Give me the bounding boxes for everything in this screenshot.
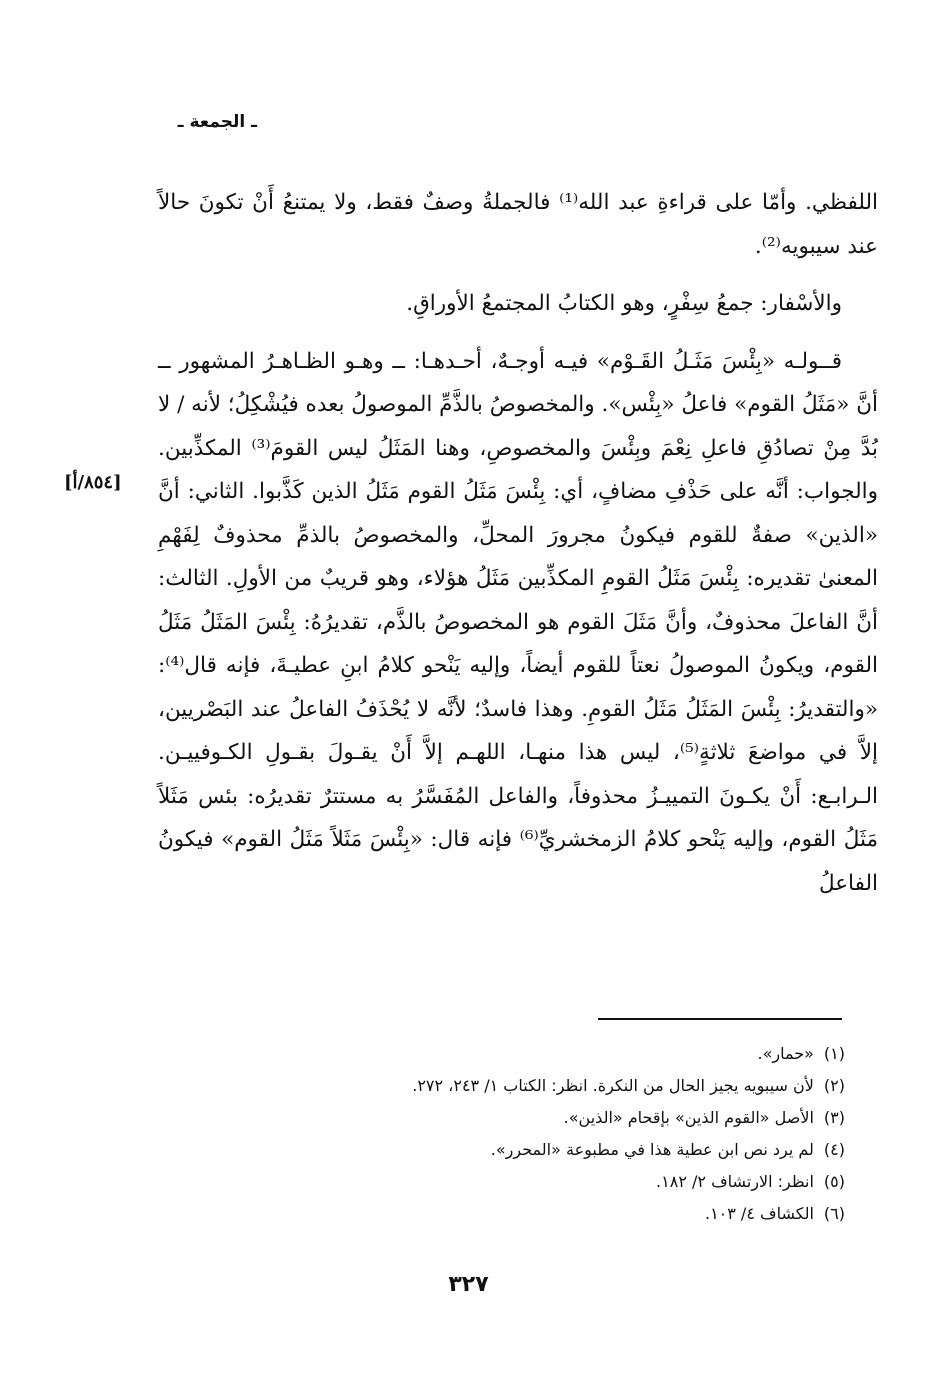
footnote-6 xyxy=(145,1198,845,1230)
footnote-3 xyxy=(145,1102,845,1134)
footnote-number: (٣) xyxy=(823,1108,845,1127)
running-header: ـ الجمعة ـ xyxy=(177,112,257,132)
footnote-text: لأن سيبويه يجيز الحال من النكرة. انظر: الكتاب ١/ ٢٤٣، ٢٧٢. xyxy=(412,1076,814,1095)
footnote-text: انظر: الارتشاف ٢/ ١٨٢. xyxy=(656,1172,814,1191)
footnote-number: (٥) xyxy=(823,1172,845,1191)
footnote-number: (٦) xyxy=(823,1204,845,1223)
footnote-4 xyxy=(145,1134,845,1166)
page-number: ٣٢٧ xyxy=(448,1272,489,1297)
footnote-text: الأصل «القوم الذين» بإقحام «الذين». xyxy=(563,1108,814,1127)
footnote-number: (١) xyxy=(823,1044,845,1063)
footnote-number: (٢) xyxy=(823,1076,845,1095)
footnote-2 xyxy=(145,1070,845,1102)
footnotes xyxy=(145,1038,845,1230)
footnote-text: «حمار». xyxy=(757,1044,814,1063)
footnote-separator xyxy=(598,1018,842,1020)
footnote-text: لم يرد نص ابن عطية هذا في مطبوعة «المحرر». xyxy=(490,1140,814,1159)
footnote-1 xyxy=(145,1038,845,1070)
paragraph-2: والأسْفار: جمعُ سِفْرٍ، وهو الكتابُ المجتمعُ الأوراقِ. xyxy=(406,291,842,316)
footnote-number: (٤) xyxy=(823,1140,845,1159)
manuscript-folio-reference: [٨٥٤/أ] xyxy=(64,472,122,493)
paragraph-1: اللفظي. وأمّا على قراءةِ عبد الله⁽¹⁾ فالجملةُ وصفٌ فقط، ولا يمتنعُ أَنْ تكونَ حالاً عند سيبويه⁽²⁾. xyxy=(158,190,878,259)
main-text xyxy=(158,181,878,905)
footnote-5 xyxy=(145,1166,845,1198)
footnote-text: الكشاف ٤/ ١٠٣. xyxy=(704,1204,814,1223)
paragraph-3: قــولـه «بِئْسَ مَثَـلُ القَـوْم» فيـه أوجـهٌ، أحـدهـا: ــ وهـو الظـاهـرُ المشهور ــ أنَّ «مَثَلُ القوم» فاعلُ «بِئْس». والمخصوصُ بالذَّمِّ الموصولُ بعده فيُشْكِلُ؛ لأنه / لا بُدَّ مِنْ تصادُقِ فاعلِ نِعْمَ وبِئْسَ والمخصوصِ، وهنا المَثَلُ ليس القومَ⁽³⁾ المكذِّبين. والجواب: أنَّه على حَذْفِ مضافٍ، أي: بِئْسَ مَثَلُ القوم مَثَلُ الذين كَذَّبوا. الثاني: أنَّ «الذين» صفةٌ للقوم فيكونُ مجرورَ المحلِّ، والمخصوصُ بالذمِّ محذوفٌ لِفَهْمِ المعنىٰ تقديره: بِئْسَ مَثَلُ القومِ المكذِّبين مَثَلُ هؤلاء، وهو قريبٌ من الأولِ. الثالث: أنَّ الفاعلَ محذوفٌ، وأنَّ مَثَلَ القوم هو المخصوصُ بالذَّم، تقديرُهُ: بِئْسَ المَثَلُ مَثَلُ القوم، ويكونُ الموصولُ نعتاً للقوم أيضاً، وإليه يَنْحو كلامُ ابنِ عطيـةَ، فإنه قال⁽⁴⁾: «والتقديرُ: بِئْسَ المَثَلُ مَثَلُ القومِ. وهذا فاسدٌ؛ لأنَّه لا يُحْذَفُ الفاعلُ عند البَصْريين، إلاَّ في مواضعَ ثلاثةٍ⁽⁵⁾، ليس هذا منهـا، اللهـم إلاَّ أَنْ يقـولَ بقـولِ الكـوفييـن. الـرابـع: أَنْ يكـونَ التمييـزُ محذوفاً، والفاعل المُفَسَّرُ به مستترٌ تقديرُه: بئس مَثَلاً مَثَلُ القوم، وإليه يَنْحو كلامُ الزمخشريِّ⁽⁶⁾ فإنه قال: «بِئْسَ مَثَلاً مَثَلُ القوم» فيكونُ الفاعلُ xyxy=(158,348,878,896)
